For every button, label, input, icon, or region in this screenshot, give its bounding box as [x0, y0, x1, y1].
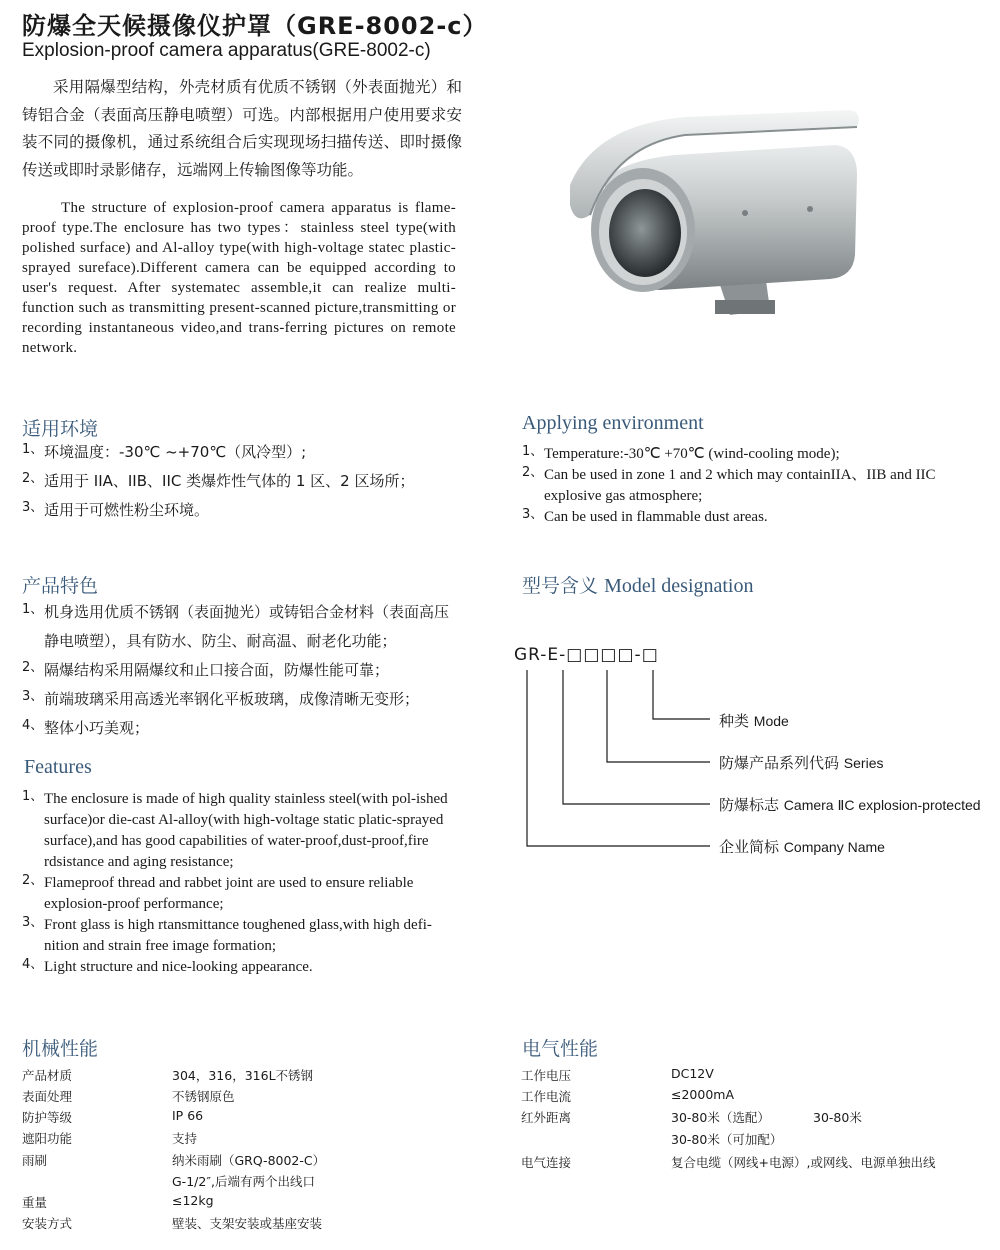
- page-subtitle: Explosion-proof camera apparatus(GRE-8002-c): [22, 40, 431, 61]
- list-item: 2、 Flameproof thread and rabbet joint are used to ensure reliable explosion-proof performance;: [22, 873, 414, 912]
- elec-heading: 电气性能: [522, 1038, 599, 1060]
- list-item: 3、 Can be used in flammable dust areas.: [522, 507, 768, 525]
- elec-spec-table: 工作电压 DC12V 工作电流 ≤2000mA 红外距离 30-80米（选配） 30-80米 30-80米（可加配） 电气连接 复合电缆（网线+电源）,或网线、电源单独出线: [521, 1066, 936, 1170]
- features-cn-list: [22, 598, 452, 743]
- list-item: 1、 The enclosure is made of high quality stainless steel(with pol-ished surface)or die-cast Al-alloy(with high-voltage static platic-sprayed surface),and has good capabilities of water-proof,dust-proof,fire rdsistance and aging resistance;: [22, 789, 448, 870]
- model-code: GR-E-□□□□-□: [514, 645, 659, 665]
- intro-en: The structure of explosion-proof camera apparatus is flame-proof type.The enclosure has two types：stainless steel type(with polished surface) and Al-alloy type(with high-voltage statec plastic-sprayed sureface).Different camera can be equipped according to user's request. After systematec assemble,it can realize multi-function such as transmitting present-scanned picture,transmitting or recording instantaneous video,and trans-ferring pictures on remote network.: [22, 200, 456, 356]
- list-item: 1、 Temperature:-30℃ +70℃ (wind-cooling mode);: [522, 444, 840, 462]
- model-label-explosion: 防爆标志 Camera ⅡC explosion-protected: [719, 796, 981, 814]
- mech-spec-table: 产品材质 304，316，316L不锈钢 表面处理 不锈钢原色 防护等级 IP 66 遮阳功能 支持 雨刷 纳米雨刷（GRQ-8002-C） G-1/2″,后端有两个出线口 重量 ≤12kg 安装方式 壁装、支架安装或基座安装: [22, 1068, 326, 1231]
- model-label-company: 企业简标 Company Name: [719, 838, 885, 856]
- list-item: 3、 Front glass is high rtansmittance toughened glass,with high defi-nition and strain free image formation;: [22, 915, 432, 954]
- list-item: 4、 Light structure and nice-looking appearance.: [22, 957, 313, 975]
- list-item: 1、 环境温度：-30℃ ~+70℃（风冷型）;: [22, 442, 307, 461]
- list-item: 2、 隔爆结构采用隔爆纹和止口接合面，防爆性能可靠；: [22, 660, 390, 679]
- list-item: 1、 机身选用优质不锈钢（表面抛光）或铸铝合金材料（表面高压静电喷塑），具有防水、防尘、耐高温、耐老化功能；: [22, 602, 450, 650]
- page-title: 防爆全天候摄像仪护罩（GRE-8002-c）: [22, 12, 488, 40]
- list-item: 4、 整体小巧美观；: [22, 718, 150, 737]
- model-heading: 型号含义 Model designation: [522, 575, 754, 597]
- env-en-heading: Applying environment: [522, 412, 704, 434]
- camera-housing-image: [565, 105, 865, 320]
- env-cn-heading: 适用环境: [22, 418, 99, 440]
- env-en-list: [522, 444, 962, 528]
- model-label-mode: 种类 Mode: [719, 712, 789, 730]
- list-item: 2、 适用于 IIA、IIB、IIC 类爆炸性气体的 1 区、2 区场所；: [22, 471, 415, 490]
- model-diagram-lines: [520, 664, 720, 854]
- intro-cn: 采用隔爆型结构，外壳材质有优质不锈钢（外表面抛光）和铸铝合金（表面高压静电喷塑）可选。内部根据用户使用要求安装不同的摄像机，通过系统组合后实现现场扫描传送、即时摄像传送或即时录影储存，远端网上传输图像等功能。: [22, 78, 462, 179]
- features-en-list: [22, 789, 466, 978]
- list-item: 3、 适用于可燃性粉尘环境。: [22, 500, 210, 519]
- env-cn-list: [22, 438, 482, 525]
- mech-heading: 机械性能: [22, 1038, 99, 1060]
- features-cn-heading: 产品特色: [22, 575, 99, 597]
- list-item: 3、 前端玻璃采用高透光率钢化平板玻璃，成像清晰无变形；: [22, 689, 420, 708]
- features-en-heading: Features: [24, 756, 92, 778]
- list-item: 2、 Can be used in zone 1 and 2 which may containIIA、IIB and IIC explosive gas atmosphere;: [522, 465, 936, 504]
- model-label-series: 防爆产品系列代码 Series: [719, 754, 884, 772]
